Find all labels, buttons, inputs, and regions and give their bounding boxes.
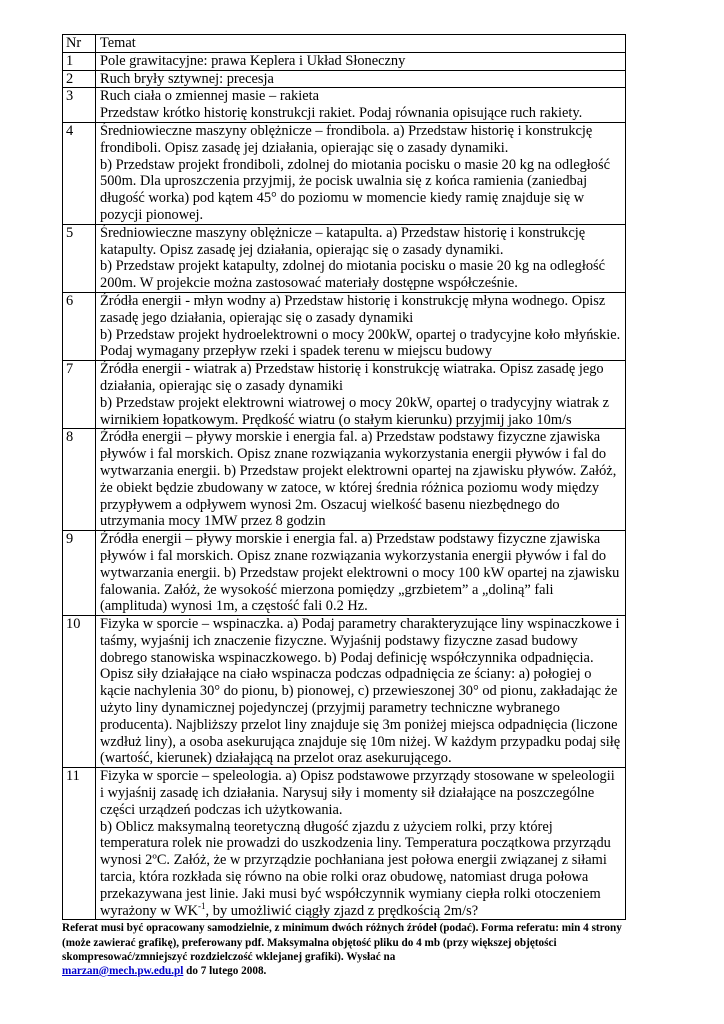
table-row	[63, 224, 626, 292]
row-number: 3	[63, 88, 96, 123]
row-topic	[96, 292, 626, 360]
topic-paragraph: Średniowieczne maszyny oblężnicze – frondibola. a) Przedstaw historię i konstrukcję frondiboli. Opisz zasadę jej działania, opierając się o zasady dynamiki.	[100, 122, 593, 156]
header-nr: Nr	[63, 35, 96, 53]
row-number: 2	[63, 70, 96, 88]
table-row	[63, 616, 626, 768]
table-body	[63, 52, 626, 920]
table-row	[63, 768, 626, 920]
row-number: 8	[63, 429, 96, 531]
row-topic	[96, 224, 626, 292]
row-number: 11	[63, 768, 96, 920]
topic-paragraph: Źródła energii - młyn wodny a) Przedstaw historię i konstrukcję młyna wodnego. Opisz zasadę jego działania, opierając się o zasady dynamiki	[100, 292, 606, 326]
topic-paragraph: Źródła energii - wiatrak a) Przedstaw historię i konstrukcję wiatraka. Opisz zasadę jego działania, opierając się o zasady dynamiki	[100, 361, 604, 394]
text-before-unit: wyrażony w WK	[100, 902, 199, 919]
topic-paragraph: b) Oblicz maksymalną teoretyczną długość zjazdu z użyciem rolki, przy której temperatura rolek nie prowadzi do uszkodzenia liny. Temperatura początkowa przyrządu wynosi 2ºC. Załóż, że w przyrządzie pochłaniana jest połowa energii związanej z siłami tarcia, która rozkłada się równo na obie rolki oraz obudowę, natomiast druga połowa przekazywana jest linie. Jaki musi być współczynnik wymiany ciepła rolki otoczeniem	[100, 818, 611, 902]
topic-paragraph: b) Przedstaw projekt hydroelektrowni o mocy 200kW, opartej o tradycyjne koło młyńskie. Podaj wymagany przepływ rzeki i spadek terenu w miejscu budowy	[100, 326, 621, 360]
row-number: 6	[63, 292, 96, 360]
topic-paragraph: Pole grawitacyjne: prawa Keplera i Układ Słoneczny	[100, 52, 406, 69]
email-link[interactable]: marzan@mech.pw.edu.pl	[62, 964, 184, 977]
header-topic: Temat	[96, 35, 626, 53]
topic-paragraph: b) Przedstaw projekt katapulty, zdolnej do miotania pocisku o masie 20 kg na odległość 200m. W projekcie można zastosować materiały dostępne współcześnie.	[100, 258, 606, 292]
row-number: 4	[63, 122, 96, 224]
topic-paragraph: Fizyka w sporcie – speleologia. a) Opisz podstawowe przyrządy stosowane w speleologii i wyjaśnij zasadę ich działania. Narysuj siły i momenty sił działające na poszczególne części urządzeń podczas ich użytkowania.	[100, 768, 615, 818]
table-row	[63, 88, 626, 123]
table-header-row	[63, 35, 626, 53]
table-row	[63, 122, 626, 224]
topic-paragraph: Źródła energii – pływy morskie i energia fal. a) Przedstaw podstawy fizyczne zjawiska pływów i fal morskich. Opisz znane rozwiązania wykorzystania energii pływów i fal do wytwarzania energii. b) Przedstaw projekt elektrowni o mocy 100 kW opartej na zjawisku falowania. Załóż, że wysokość mierzona pomiędzy „grzbietem” a „doliną” fali (amplituda) wynosi 1m, a częstość fali 0.2 Hz.	[100, 531, 620, 615]
topic-paragraph: Przedstaw krótko historię konstrukcji rakiet. Podaj równania opisujące ruch rakiety.	[100, 105, 583, 122]
row-number: 1	[63, 52, 96, 70]
row-topic	[96, 122, 626, 224]
topics-table	[62, 34, 626, 920]
footer-deadline: do 7 lutego 2008.	[183, 964, 267, 977]
row-topic	[96, 429, 626, 531]
row-topic	[96, 768, 626, 920]
topic-paragraph: Fizyka w sporcie – wspinaczka. a) Podaj parametry charakteryzujące liny wspinaczkowe i taśmy, wyjaśnij ich znaczenie fizyczne. Wyjaśnij podstawy fizyczne zasad budowy dobrego stanowiska wspinaczkowego. b) Podaj definicję współczynnika odpadnięcia. Opisz siły działające na ciało wspinacza podczas odpadnięcia ze ściany: a) połogiej o kącie nachylenia 30° do pionu, b) pionowej, c) przewieszonej 30° od pionu, zakładając że użyto liny dynamicznej pojedynczej (przyjmij parametry techniczne wybranego producenta). Najbliższy przelot liny znajduje się 3m poniżej miejsca odpadnięcia (liczone wzdłuż liny), a osoba asekurująca znajduje się 10m niżej. W każdym przypadku podaj siłę (wartość, kierunek) działającą na przelot oraz asekurującego.	[100, 616, 621, 767]
row-topic	[96, 52, 626, 70]
row-number: 5	[63, 224, 96, 292]
footer-note	[62, 921, 626, 977]
table-row	[63, 361, 626, 429]
topic-paragraph: Ruch ciała o zmiennej masie – rakieta	[100, 88, 319, 105]
table-row	[63, 70, 626, 88]
table-row	[63, 531, 626, 616]
topic-paragraph: Źródła energii – pływy morskie i energia fal. a) Przedstaw podstawy fizyczne zjawiska pływów i fal morskich. Opisz znane rozwiązania wykorzystania energii pływów i fal do wytwarzania energii. b) Przedstaw projekt elektrowni opartej na zjawisku pływów. Załóż, że obiekt będzie zbudowany w zatoce, w której średnia różnica poziomu wody między przypływem a odpływem wynosi 2m. Oszacuj wielkość basenu niezbędnego do utrzymania mocy 1MW przez 8 godzin	[100, 429, 617, 530]
row-topic	[96, 361, 626, 429]
unit-exponent: -1	[198, 900, 206, 911]
topic-paragraph: b) Przedstaw projekt frondiboli, zdolnej do miotania pocisku o masie 20 kg na odległość 500m. Dla uproszczenia przyjmij, że pocisk uwalnia się z końca ramienia (zaniedbaj długość worka) pod kątem 45° do poziomu w momencie kiedy ramię znajduje się w pozycji pionowej.	[100, 156, 610, 223]
table-row	[63, 429, 626, 531]
footer-text: Referat musi być opracowany samodzielnie, z minimum dwóch różnych źródeł (podać). Forma referatu: min 4 strony (może zawierać grafikę), preferowany pdf. Maksymalna objętość pliku do 4 mb (przy większej objętości skompresować/zmniejszyć rozdzielczość wklejanej grafiki). Wysłać na	[62, 922, 622, 963]
row-topic	[96, 531, 626, 616]
document	[62, 34, 626, 978]
row-number: 7	[63, 361, 96, 429]
table-row	[63, 52, 626, 70]
row-number: 9	[63, 531, 96, 616]
text-after-unit: , by umożliwić ciągły zjazd z prędkością 2m/s?	[205, 902, 479, 919]
row-number: 10	[63, 616, 96, 768]
table-row	[63, 292, 626, 360]
topic-paragraph: Średniowieczne maszyny oblężnicze – katapulta. a) Przedstaw historię i konstrukcję katapulty. Opisz zasadę jej działania, opierając się o zasady dynamiki.	[100, 224, 586, 258]
topic-paragraph: b) Przedstaw projekt elektrowni wiatrowej o mocy 20kW, opartej o tradycyjny wiatrak z wirnikiem łopatkowym. Prędkość wiatru (o stałym kierunku) przyjmij jako 10m/s	[100, 394, 609, 428]
row-topic	[96, 616, 626, 768]
row-topic	[96, 70, 626, 88]
topic-paragraph: Ruch bryły sztywnej: precesja	[100, 70, 274, 87]
row-topic	[96, 88, 626, 123]
topic-paragraph-end	[100, 900, 622, 920]
